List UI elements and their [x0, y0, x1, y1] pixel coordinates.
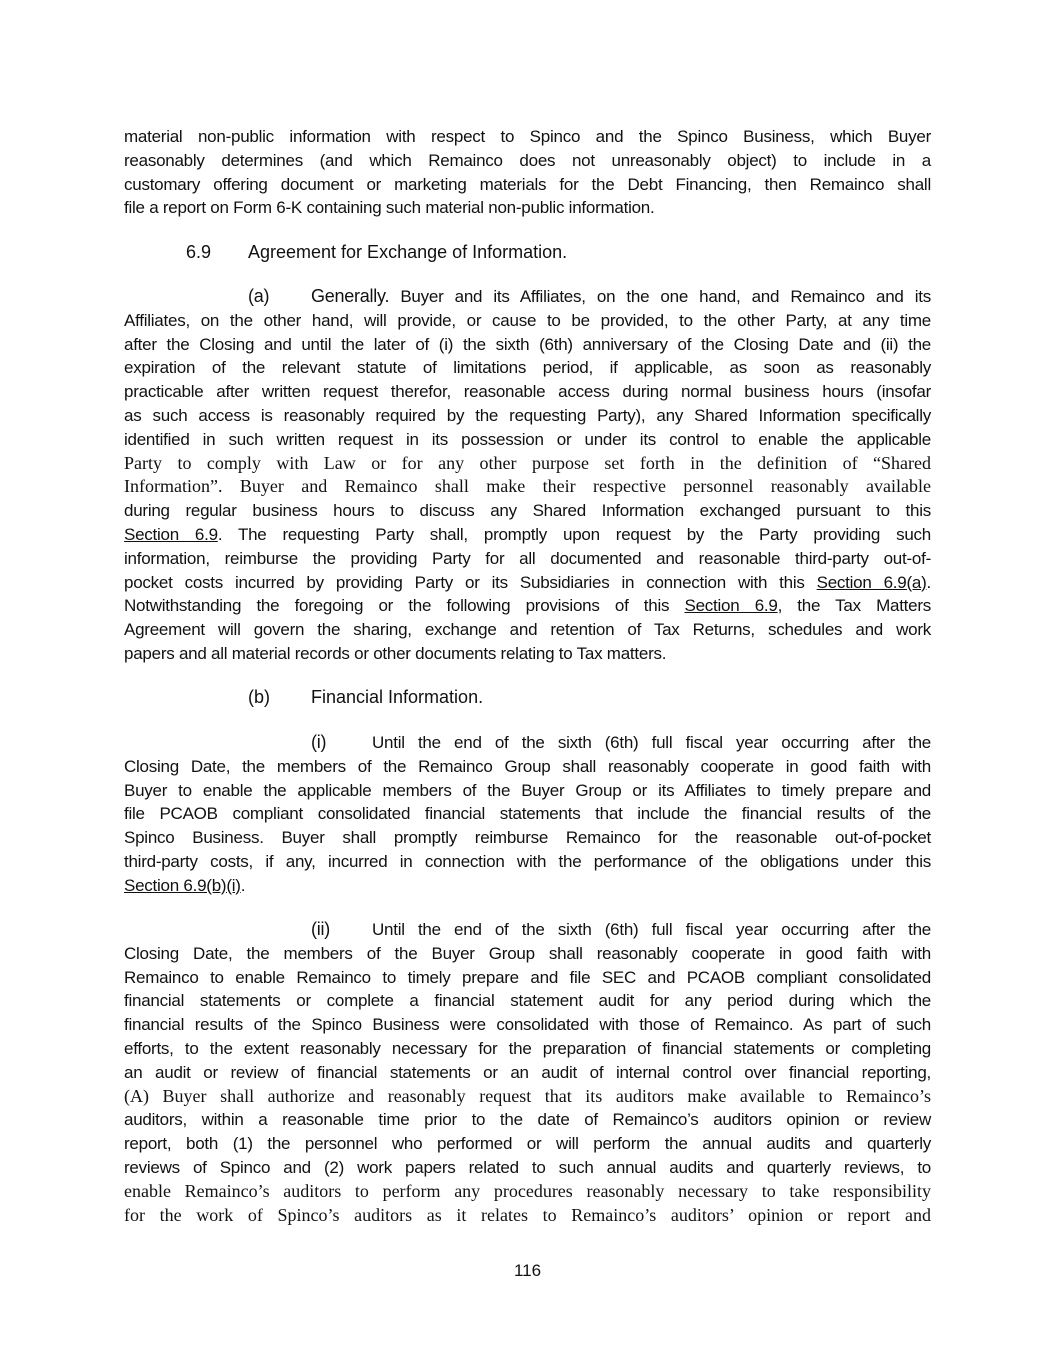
text-line: file PCAOB compliant consolidated financial statements that include the financial results of the — [124, 804, 931, 824]
subsection-title: Generally. — [311, 286, 390, 306]
clause-label: (i) — [311, 732, 327, 752]
line-text: Notwithstanding the foregoing or the following provisions of this — [124, 596, 685, 616]
text-line: reviews of Spinco and (2) work papers related to such annual audits and quarterly reviews, to — [124, 1157, 931, 1177]
page-number: 116 — [513, 1261, 542, 1280]
text-line — [124, 594, 931, 618]
text-line — [124, 523, 931, 547]
text-line — [124, 874, 931, 898]
text-line: an audit or review of financial statements or an audit of internal control over financial reporting, — [124, 1062, 931, 1082]
text-line: information, reimburse the providing Party for all documented and reasonable third-party out-of- — [124, 548, 931, 568]
text-line: customary offering document or marketing materials for the Debt Financing, then Remainco shall — [124, 174, 931, 194]
text-line: practicable after written request therefor, reasonable access during normal business hours (insofar — [124, 382, 931, 402]
text-line: after the Closing and until the later of (i) the sixth (6th) anniversary of the Closing Date and (ii) the — [124, 334, 931, 354]
section-reference-link[interactable]: Section 6.9(b)(i) — [124, 875, 241, 895]
text-line: Buyer to enable the applicable members of the Buyer Group or its Affiliates to timely prepare and — [124, 780, 931, 800]
section-reference-link[interactable]: Section 6.9 — [684, 596, 778, 616]
text-line: report, both (1) the personnel who performed or will perform the annual audits and quarterly — [124, 1134, 931, 1154]
subsection-label: (b) — [248, 687, 270, 707]
paragraph-a — [124, 285, 931, 666]
text-line: (A) Buyer shall authorize and reasonably request that its auditors make available to Remainco’s — [124, 1085, 931, 1106]
line-text: Until the end of the sixth (6th) full fiscal year occurring after the — [372, 920, 931, 939]
text-line: auditors, within a reasonable time prior to the date of Remainco’s auditors opinion or review — [124, 1110, 931, 1130]
text-line: material non-public information with respect to Spinco and the Spinco Business, which Buyer — [124, 127, 931, 146]
text-line: Party to comply with Law or for any other purpose set forth in the definition of “Shared — [124, 452, 931, 473]
subsection-title: Financial Information. — [311, 687, 484, 707]
text-line: identified in such written request in its possession or under its control to enable the applicable — [124, 429, 931, 449]
text-line: financial results of the Spinco Business were consolidated with those of Remainco. As part of such — [124, 1015, 931, 1035]
line-text: pocket costs incurred by providing Party or its Subsidiaries in connection with this — [124, 572, 817, 592]
line-text: . The requesting Party shall, promptly upon request by the Party providing such — [217, 524, 931, 544]
line-text: , the Tax Matters — [777, 596, 932, 616]
paragraph-continuation — [124, 125, 931, 220]
section-title: Agreement for Exchange of Information. — [248, 242, 568, 262]
text-line: Agreement will govern the sharing, exchange and retention of Tax Returns, schedules and work — [124, 620, 931, 640]
text-line: third-party costs, if any, incurred in connection with the performance of the obligations under this — [124, 851, 931, 871]
line-text: Until the end of the sixth (6th) full fiscal year occurring after the — [372, 733, 931, 752]
text-line: file a report on Form 6-K containing such material non-public information. — [124, 198, 655, 218]
paragraph-b-ii — [124, 918, 931, 1227]
text-line: during regular business hours to discuss any Shared Information exchanged pursuant to this — [124, 501, 931, 521]
section-number: 6.9 — [186, 242, 212, 262]
section-reference-link[interactable]: Section 6.9(a) — [816, 572, 927, 592]
text-line: reasonably determines (and which Remainco does not unreasonably object) to include in a — [124, 150, 931, 170]
text-line: efforts, to the extent reasonably necessary for the preparation of financial statements or completing — [124, 1038, 931, 1058]
text-line: Affiliates, on the other hand, will provide, or cause to be provided, to the other Party, at any time — [124, 310, 931, 330]
text-line: Closing Date, the members of the Remainco Group shall reasonably cooperate in good faith with — [124, 756, 931, 776]
line-text: . — [926, 572, 931, 592]
text-line: enable Remainco’s auditors to perform any procedures reasonably necessary to take responsibility — [124, 1180, 931, 1201]
subsection-label: (a) — [248, 286, 270, 306]
text-line: Closing Date, the members of the Buyer Group shall reasonably cooperate in good faith with — [124, 943, 931, 963]
text-line: financial statements or complete a financial statement audit for any period during which the — [124, 991, 931, 1011]
text-line — [124, 571, 931, 595]
text-line: Spinco Business. Buyer shall promptly reimburse Remainco for the reasonable out-of-pocket — [124, 828, 931, 848]
clause-label: (ii) — [311, 919, 330, 939]
text-line: expiration of the relevant statute of limitations period, if applicable, as soon as reasonably — [124, 358, 931, 378]
line-text: Buyer and its Affiliates, on the one hand, and Remainco and its — [400, 287, 931, 306]
paragraph-a-first-line — [124, 285, 931, 309]
text-line: as such access is reasonably required by the requesting Party), any Shared Information specifically — [124, 405, 931, 425]
paragraph-b-i — [124, 731, 931, 898]
section-reference-link[interactable]: Section 6.9 — [124, 524, 218, 544]
paragraph-first-line — [124, 731, 931, 755]
text-line: papers and all material records or other documents relating to Tax matters. — [124, 643, 667, 663]
paragraph-first-line — [124, 918, 931, 942]
text-line: for the work of Spinco’s auditors as it relates to Remainco’s auditors’ opinion or report and — [124, 1204, 931, 1225]
text-line: Remainco to enable Remainco to timely prepare and file SEC and PCAOB compliant consolidated — [124, 967, 931, 987]
text-line: Information”. Buyer and Remainco shall make their respective personnel reasonably available — [124, 476, 931, 497]
line-text: . — [240, 875, 246, 895]
